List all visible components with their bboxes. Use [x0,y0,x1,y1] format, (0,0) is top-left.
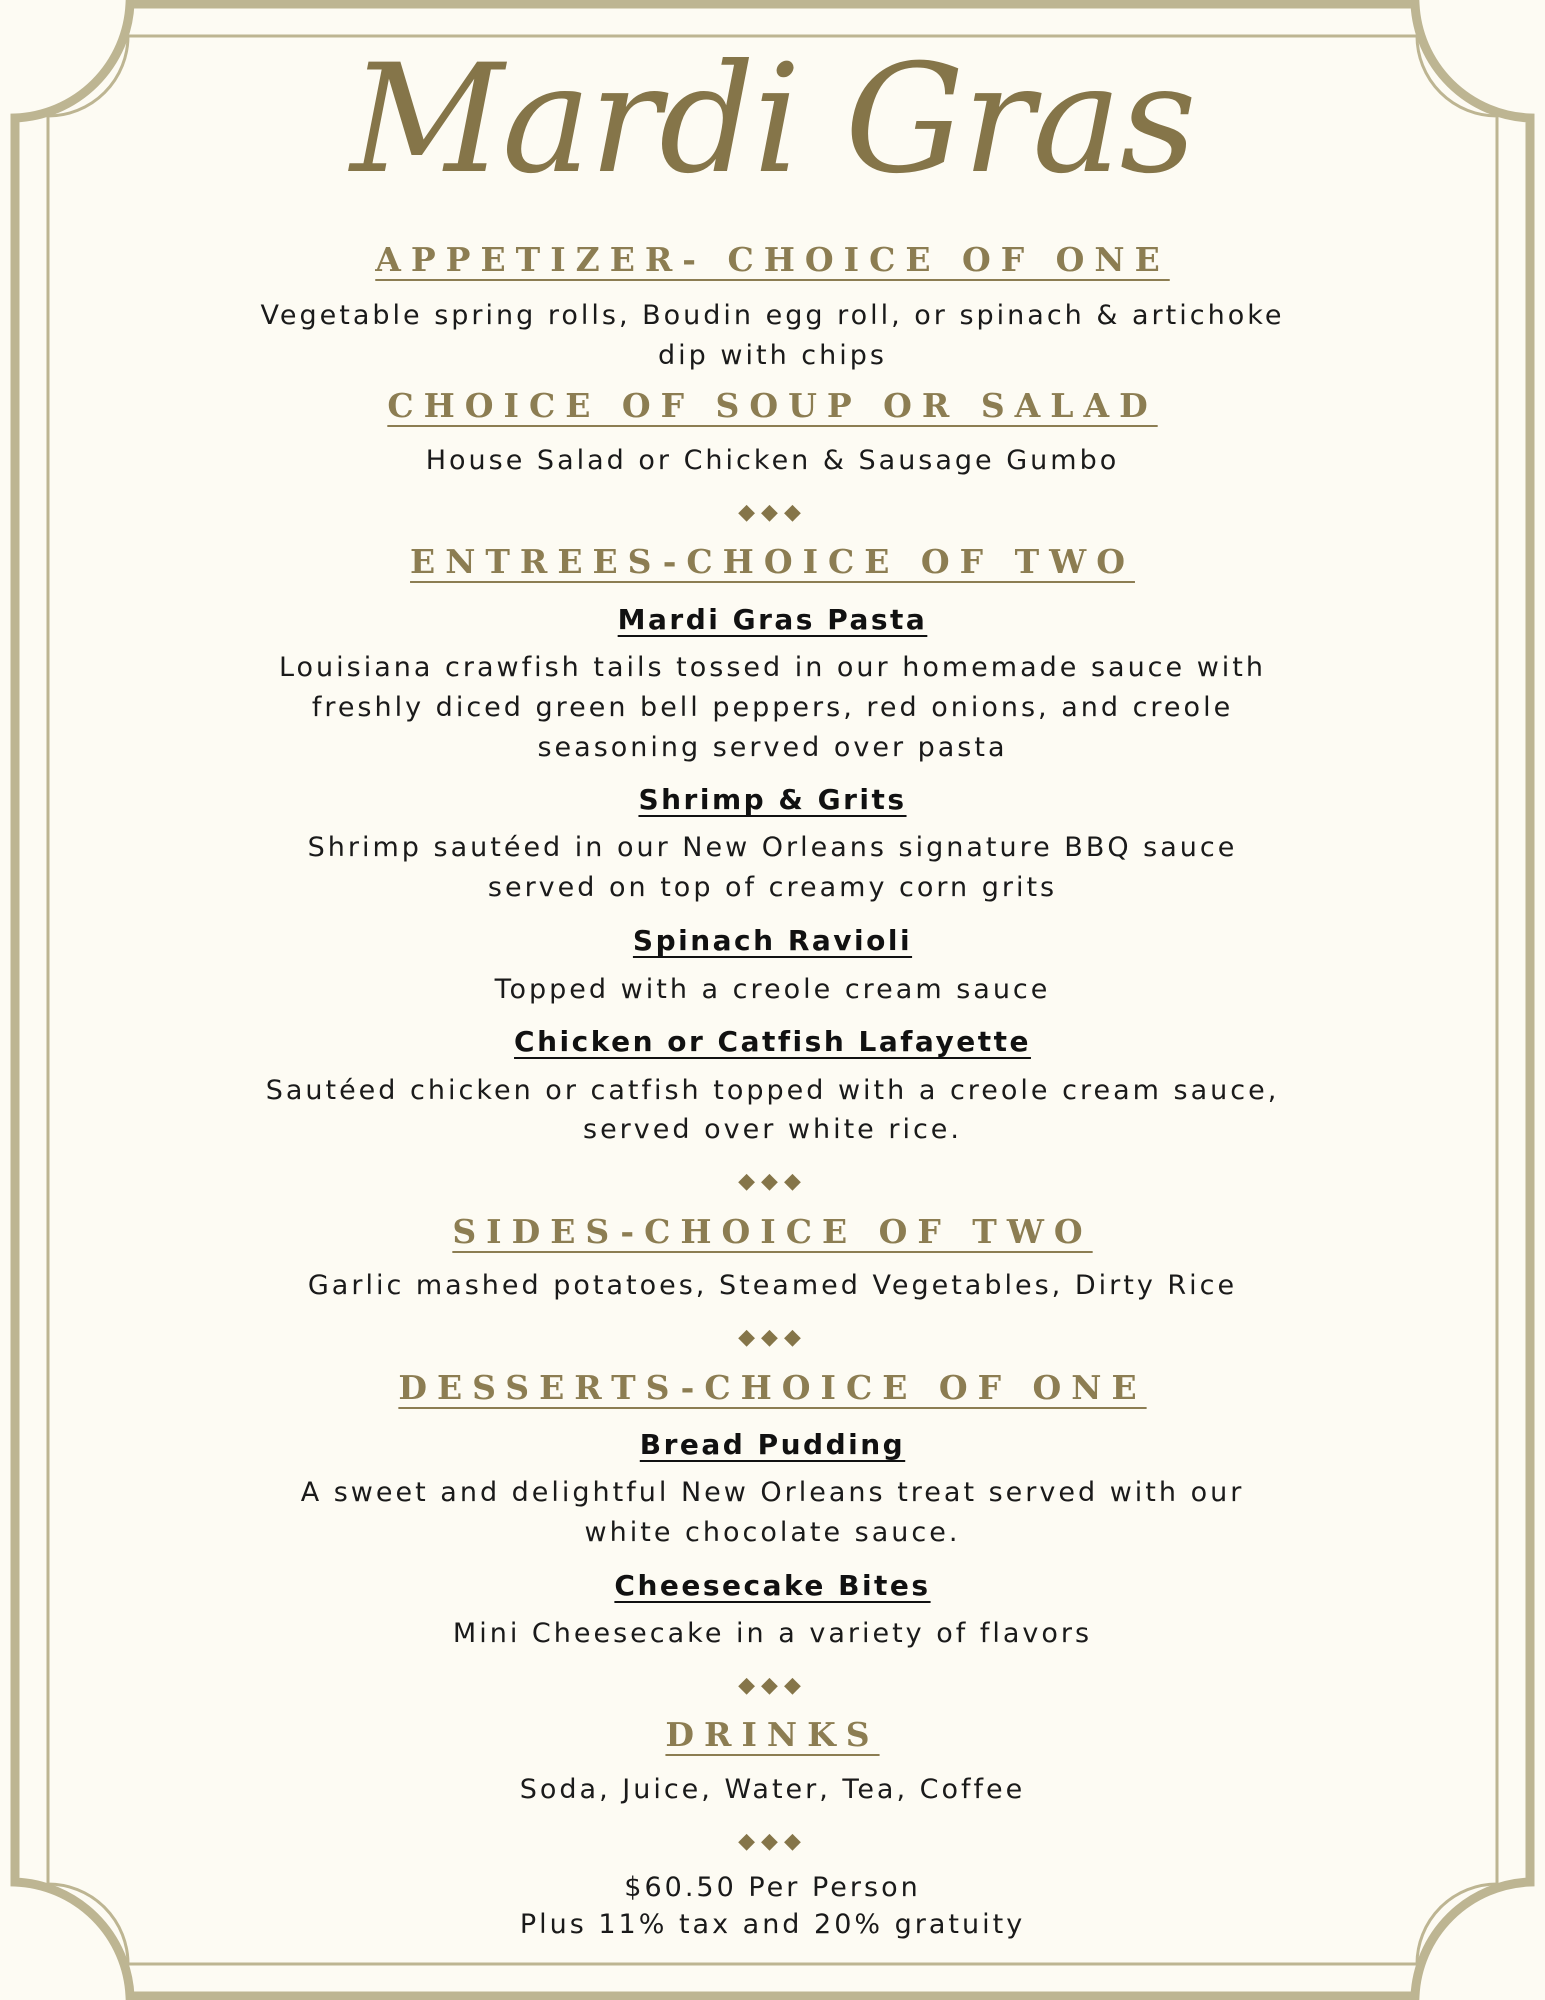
dessert-item-name-text: Cheesecake Bites [614,1569,931,1602]
sides-description: Garlic mashed potatoes, Steamed Vegetables, Dirty Rice [307,1270,1238,1301]
diamond-divider: ◆◆◆ [738,500,807,525]
menu-title: Mardi Gras [350,33,1195,207]
entree-item-name-text: Shrimp & Grits [638,783,907,816]
entree-item-description-line: Shrimp sautéed in our New Orleans signature BBQ sauce [307,832,1238,863]
dessert-item-name-text: Bread Pudding [639,1428,906,1461]
diamond-divider: ◆◆◆ [738,1673,807,1698]
sides-heading [0,1210,1545,1254]
tax-gratuity-note: Plus 11% tax and 20% gratuity [519,1909,1026,1940]
soup-salad-description: House Salad or Chicken & Sausage Gumbo [425,445,1120,476]
dessert-item-name [0,1425,1545,1465]
entree-item-name [0,921,1545,961]
entrees-heading [0,540,1545,584]
dessert-item-description-line: Mini Cheesecake in a variety of flavors [452,1618,1093,1649]
entree-item-name [0,1022,1545,1062]
drinks-heading-text: DRINKS [665,1715,880,1754]
soup-salad-heading [0,384,1545,428]
entree-item-description-line: Topped with a creole cream sauce [494,974,1051,1005]
price-per-person: $60.50 Per Person [624,1872,921,1903]
entree-item-description-line: freshly diced green bell peppers, red onions, and creole [311,692,1234,723]
appetizer-description-line-1: Vegetable spring rolls, Boudin egg roll, or spinach & artichoke [260,300,1285,331]
entree-item-description-line: seasoning served over pasta [537,732,1008,763]
desserts-heading [0,1366,1545,1410]
entree-item-name-text: Mardi Gras Pasta [617,603,928,636]
soup-salad-heading-text: CHOICE OF SOUP OR SALAD [387,386,1158,425]
dessert-item-name [0,1566,1545,1606]
entree-item-description-line: served over white rice. [583,1114,962,1145]
entree-item-name-text: Chicken or Catfish Lafayette [514,1025,1031,1058]
entree-item-name [0,600,1545,640]
diamond-divider: ◆◆◆ [738,1169,807,1194]
sides-heading-text: SIDES-CHOICE OF TWO [452,1212,1093,1251]
dessert-item-description-line: white chocolate sauce. [584,1517,961,1548]
entree-item-name-text: Spinach Ravioli [632,924,913,957]
appetizer-heading-text: APPETIZER- CHOICE OF ONE [375,240,1170,279]
entrees-heading-text: ENTREES-CHOICE OF TWO [410,542,1135,581]
desserts-heading-text: DESSERTS-CHOICE OF ONE [398,1368,1147,1407]
appetizer-heading [0,238,1545,282]
entree-item-description-line: Louisiana crawfish tails tossed in our homemade sauce with [278,652,1267,683]
entree-item-description-line: Sautéed chicken or catfish topped with a creole cream sauce, [265,1075,1280,1106]
diamond-divider: ◆◆◆ [738,1829,807,1854]
entree-item-description-line: served on top of creamy corn grits [487,872,1058,903]
diamond-divider: ◆◆◆ [738,1325,807,1350]
drinks-heading [0,1713,1545,1757]
appetizer-description-line-2: dip with chips [658,340,887,371]
entree-item-name [0,780,1545,820]
dessert-item-description-line: A sweet and delightful New Orleans treat served with our [300,1477,1245,1508]
drinks-description: Soda, Juice, Water, Tea, Coffee [519,1774,1026,1805]
